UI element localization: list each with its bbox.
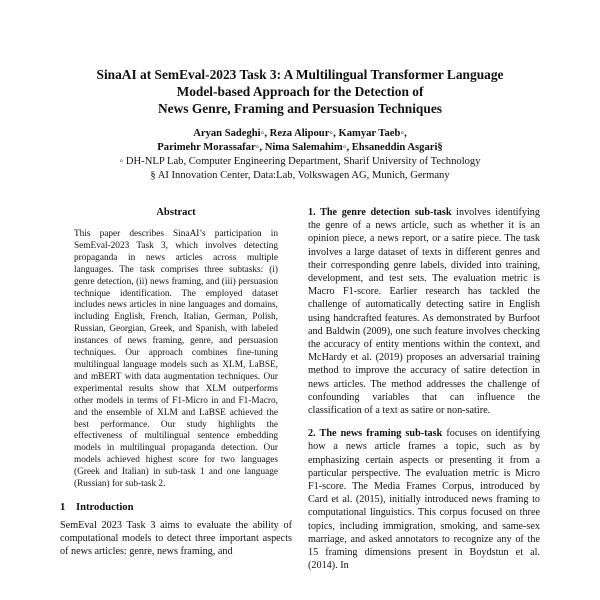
author-line: Parimehr Morassafar◦, Nima Salemahim◦, Ehsaneddin Asgari§ [157, 142, 443, 153]
affiliation-line: ◦ DH-NLP Lab, Computer Engineering Department, Sharif University of Technology [119, 156, 481, 167]
abstract-text: This paper describes SinaAI’s participation in SemEval-2023 Task 3, which involves detecting propaganda in news articles across multiple languages. The task comprises three subtasks: (i) genre detection, (ii) news framing, and (iii) persuasion technique identification. The employed dataset includes news articles in nine languages and domains, including English, French, Italian, German, Polish, Russian, Georgian, Greek, and Spanish, with labeled instances of news framing, genre, and persuasion techniques. Our approach combines fine-tuning multilingual language models such as XLM, LaBSE, and mBERT with data augmentation techniques. Our experimental results show that XLM outperforms other models in terms of F1-Micro in and F1-Macro, and the ensemble of XLM and LaBSE achieved the best performance. Our study highlights the effectiveness of multilingual sentence embedding models in multilingual propaganda detection. Our models achieved highest score for two languages (Greek and Italian) in sub-task 1 and one language (Russian) for sub-task 2. [74, 229, 278, 490]
section-title: Introduction [76, 501, 134, 513]
title-line: News Genre, Framing and Persuasion Techniques [158, 101, 442, 116]
paper-title [40, 66, 560, 117]
author-line: Aryan Sadeghi◦, Reza Alipour◦, Kamyar Taeb◦, [193, 128, 407, 139]
author-list [40, 127, 560, 155]
paragraph-lead: 2. The news framing sub-task [308, 428, 443, 440]
paragraph-framing [308, 427, 540, 572]
abstract-heading: Abstract [156, 207, 196, 218]
paragraph-body: focuses on identifying how a news article frames a topic, such as by emphasizing certain aspects or presenting it from a particular perspective. The evaluation metric is Micro F1-score. The Media Frames Corpus, introduced by Card et al. (2015), initially introduced news framing to computational linguistics. This corpus focused on three topics, including immigration, smoking, and same-sex marriage, and asked annotators to recognize any of the 15 framing dimensions present in Boydstun et al. (2014). In [308, 428, 540, 572]
paragraph-lead: 1. The genre detection sub-task [308, 207, 452, 218]
paragraph-body: involves identifying the genre of a news article, such as whether it is an opinion piece, a news report, or a satire piece. The task involves a large dataset of texts in different genres and their corresponding genre labels, divided into training, development, and test sets. The evaluation metric is Macro F1-score. Earlier research has tackled the challenge of automatically detecting satire in English using handcrafted features. As demonstrated by Burfoot and Baldwin (2009), one such feature involves checking the accuracy of entity mentions within the context, and McHardy et al. (2019) proposes an adversarial training method to improve the accuracy of satire detection in news articles. The method addresses the challenge of confounding variables that can influence the classification of a text as satire or non-satire. [308, 207, 540, 417]
affiliation-line: § AI Innovation Center, Data:Lab, Volkswagen AG, Munich, Germany [150, 170, 450, 181]
title-line: SinaAI at SemEval-2023 Task 3: A Multilingual Transformer Language [96, 67, 504, 82]
right-column [308, 206, 540, 582]
paragraph-genre [308, 206, 540, 417]
left-column [60, 206, 292, 559]
affiliations [40, 155, 560, 183]
section-number: 1 [60, 501, 66, 513]
intro-text: SemEval 2023 Task 3 aims to evaluate the ability of computational models to detect three important aspects of news articles: genre, news framing, and [60, 519, 292, 558]
section-heading [60, 501, 292, 515]
title-line: Model-based Approach for the Detection of [176, 84, 424, 99]
